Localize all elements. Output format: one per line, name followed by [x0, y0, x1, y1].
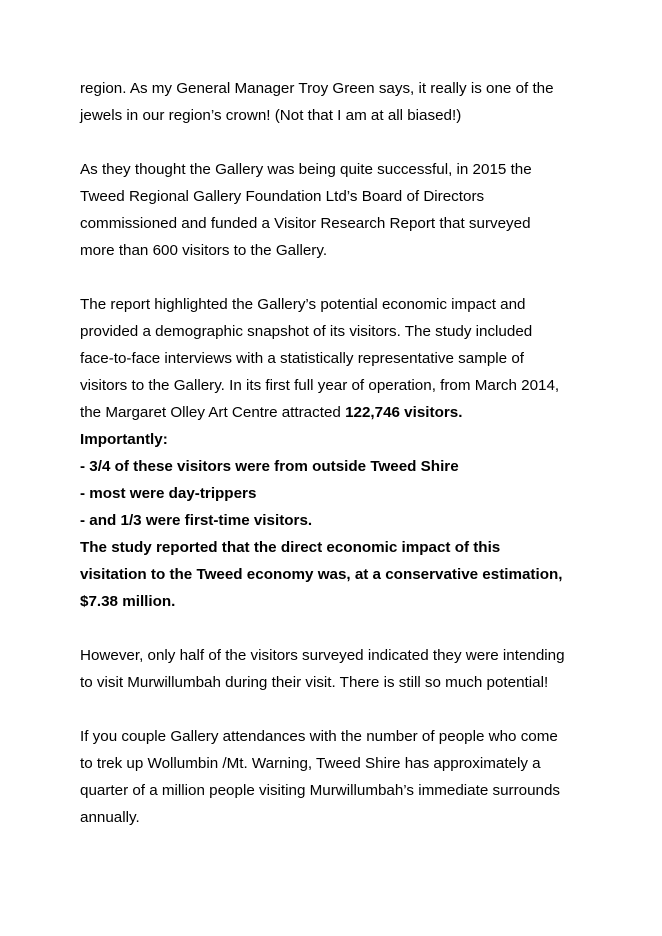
text-run: the Margaret Olley Art Centre attracted — [80, 404, 346, 421]
bullet-outside-shire: - 3/4 of these visitors were from outside Tweed Shire — [80, 458, 459, 475]
text-line: face-to-face interviews with a statistically representative sample of — [80, 350, 524, 367]
text-line: annually. — [80, 809, 140, 826]
text-line: region. As my General Manager Troy Green says, it really is one of the — [80, 80, 554, 97]
text-line: The report highlighted the Gallery’s potential economic impact and — [80, 296, 526, 313]
text-line: If you couple Gallery attendances with the number of people who come — [80, 728, 558, 745]
paragraph-1 — [80, 75, 600, 129]
text-line: As they thought the Gallery was being quite successful, in 2015 the — [80, 161, 532, 178]
paragraph-5 — [80, 723, 600, 831]
text-line: to trek up Wollumbin /Mt. Warning, Tweed Shire has approximately a — [80, 755, 541, 772]
economic-impact-amount: $7.38 million. — [80, 593, 176, 610]
document-body — [80, 75, 600, 858]
text-line: commissioned and funded a Visitor Research Report that surveyed — [80, 215, 531, 232]
visitor-count-highlight: 122,746 visitors. — [345, 404, 463, 421]
text-line: Tweed Regional Gallery Foundation Ltd’s Board of Directors — [80, 188, 485, 205]
text-line: quarter of a million people visiting Murwillumbah’s immediate surrounds — [80, 782, 561, 799]
text-line: to visit Murwillumbah during their visit. There is still so much potential! — [80, 674, 549, 691]
bullet-day-trippers: - most were day-trippers — [80, 485, 257, 502]
text-line: provided a demographic snapshot of its visitors. The study included — [80, 323, 533, 340]
text-line — [80, 399, 600, 426]
economic-impact-line: visitation to the Tweed economy was, at a conservative estimation, — [80, 566, 563, 583]
paragraph-2 — [80, 156, 600, 264]
text-line: However, only half of the visitors surveyed indicated they were intending — [80, 647, 565, 664]
economic-impact-line: The study reported that the direct economic impact of this — [80, 539, 501, 556]
text-line: jewels in our region’s crown! (Not that I am at all biased!) — [80, 107, 462, 124]
importantly-heading: Importantly: — [80, 431, 168, 448]
paragraph-3 — [80, 291, 600, 615]
text-line: more than 600 visitors to the Gallery. — [80, 242, 328, 259]
text-line: visitors to the Gallery. In its first full year of operation, from March 2014, — [80, 377, 560, 394]
paragraph-4 — [80, 642, 600, 696]
bullet-first-time: - and 1/3 were first-time visitors. — [80, 512, 313, 529]
